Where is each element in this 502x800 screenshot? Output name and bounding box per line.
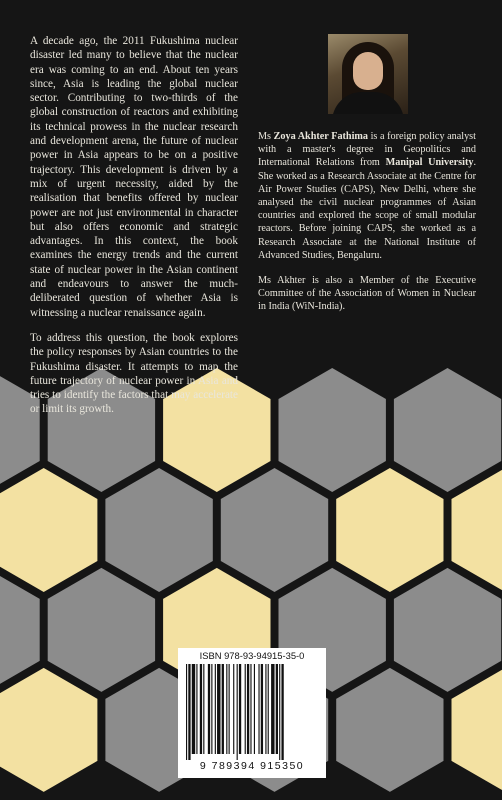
barcode-bar <box>245 664 246 754</box>
author-bio-text-b: . She worked as a Research Associate at the Centre for Air Power Studies (CAPS), New Delhi, where she analysed the civil nuclear programmes of Asian countries and explored the scope of small modular reactors. Before joining CAPS, she worked as a Research Associate at the National Institute of Advanced Studies, Bengaluru. <box>258 157 476 261</box>
barcode-bar <box>265 664 266 754</box>
hexagon-tile <box>48 568 155 692</box>
barcode-bar <box>239 664 241 754</box>
hexagon-tile <box>221 468 328 592</box>
author-bio-paragraph-2: Ms Akhter is also a Member of the Executive Committee of the Association of Women in Nuclear in India (WiN-India). <box>258 275 476 313</box>
barcode-bar <box>211 664 212 754</box>
hexagon-tile <box>0 468 97 592</box>
barcode-bar <box>229 664 230 754</box>
barcode-bar <box>279 664 280 760</box>
barcode-bar <box>281 664 283 760</box>
barcode-bar <box>261 664 263 754</box>
barcode-bar <box>271 664 274 754</box>
hexagon-tile <box>394 368 501 492</box>
hexagon-tile <box>452 468 502 592</box>
barcode-bar <box>222 664 224 754</box>
barcode-bar <box>226 664 227 754</box>
barcode-bar <box>233 664 234 754</box>
author-bio <box>258 130 476 326</box>
barcode <box>178 648 326 778</box>
barcode-bars <box>184 664 320 760</box>
barcode-number: 9 789394 915350 <box>199 760 305 772</box>
author-name: Zoya Akhter Fathima <box>273 131 369 142</box>
author-university: Manipal University <box>385 157 474 169</box>
synopsis-paragraph-1: A decade ago, the 2011 Fukushima nuclear disaster led many to believe that the nuclear era was coming to an end. About ten years since, Asia is leading the global nuclear sector. Contributing to two-thirds of the global construction of reactors and exhibiting its technical prowess in the nuclear research and development arena, the future of nuclear power in Asia appears to be on a positive trajectory. This development is driven by a mix of urgent necessity, aided by the realisation that benefits offered by nuclear power are not just environmental in character but also offers economic and strategic advantages. In this context, the book examines the energy trends and the current state of nuclear power in the Asian continent and endeavours to answer the much-deliberated question of whether Asia is witnessing a nuclear renaissance again. <box>30 35 238 319</box>
hexagon-tile <box>452 668 502 792</box>
barcode-bar <box>276 664 278 754</box>
isbn-text: ISBN 978-93-94915-35-0 <box>199 650 305 661</box>
barcode-bar <box>237 664 238 760</box>
synopsis-paragraph-2: To address this question, the book explores the policy responses by Asian countries to the Fukushima disaster. It attempts to map the future trajectory of nuclear power in Asia and tries to identify the factors that may accelerate or limit its growth. <box>30 331 238 416</box>
hexagon-tile <box>0 568 40 692</box>
book-synopsis <box>30 34 238 428</box>
barcode-bar <box>188 664 190 760</box>
hexagon-tile <box>336 468 443 592</box>
barcode-bar <box>254 664 255 754</box>
barcode-bar <box>203 664 204 754</box>
barcode-bar <box>200 664 202 754</box>
author-photo <box>328 34 408 114</box>
barcode-bar <box>186 664 187 760</box>
author-bio-text-a: is a foreign policy analyst with a master's degree in Geopolitics and International Relations from <box>258 131 476 169</box>
hexagon-tile <box>0 668 97 792</box>
hexagon-tile <box>105 468 212 592</box>
barcode-bar <box>208 664 210 754</box>
barcode-bar <box>258 664 259 754</box>
author-prefix: Ms <box>258 131 274 142</box>
barcode-bar <box>196 664 197 754</box>
hexagon-tile <box>279 368 386 492</box>
barcode-bar <box>268 664 269 754</box>
author-bio-paragraph-1 <box>258 130 476 262</box>
hexagon-tile <box>336 668 443 792</box>
barcode-bar <box>192 664 195 754</box>
barcode-bar <box>250 664 251 754</box>
barcode-bar <box>215 664 216 754</box>
barcode-bar <box>217 664 220 754</box>
hexagon-tile <box>394 568 501 692</box>
barcode-bar <box>247 664 249 754</box>
